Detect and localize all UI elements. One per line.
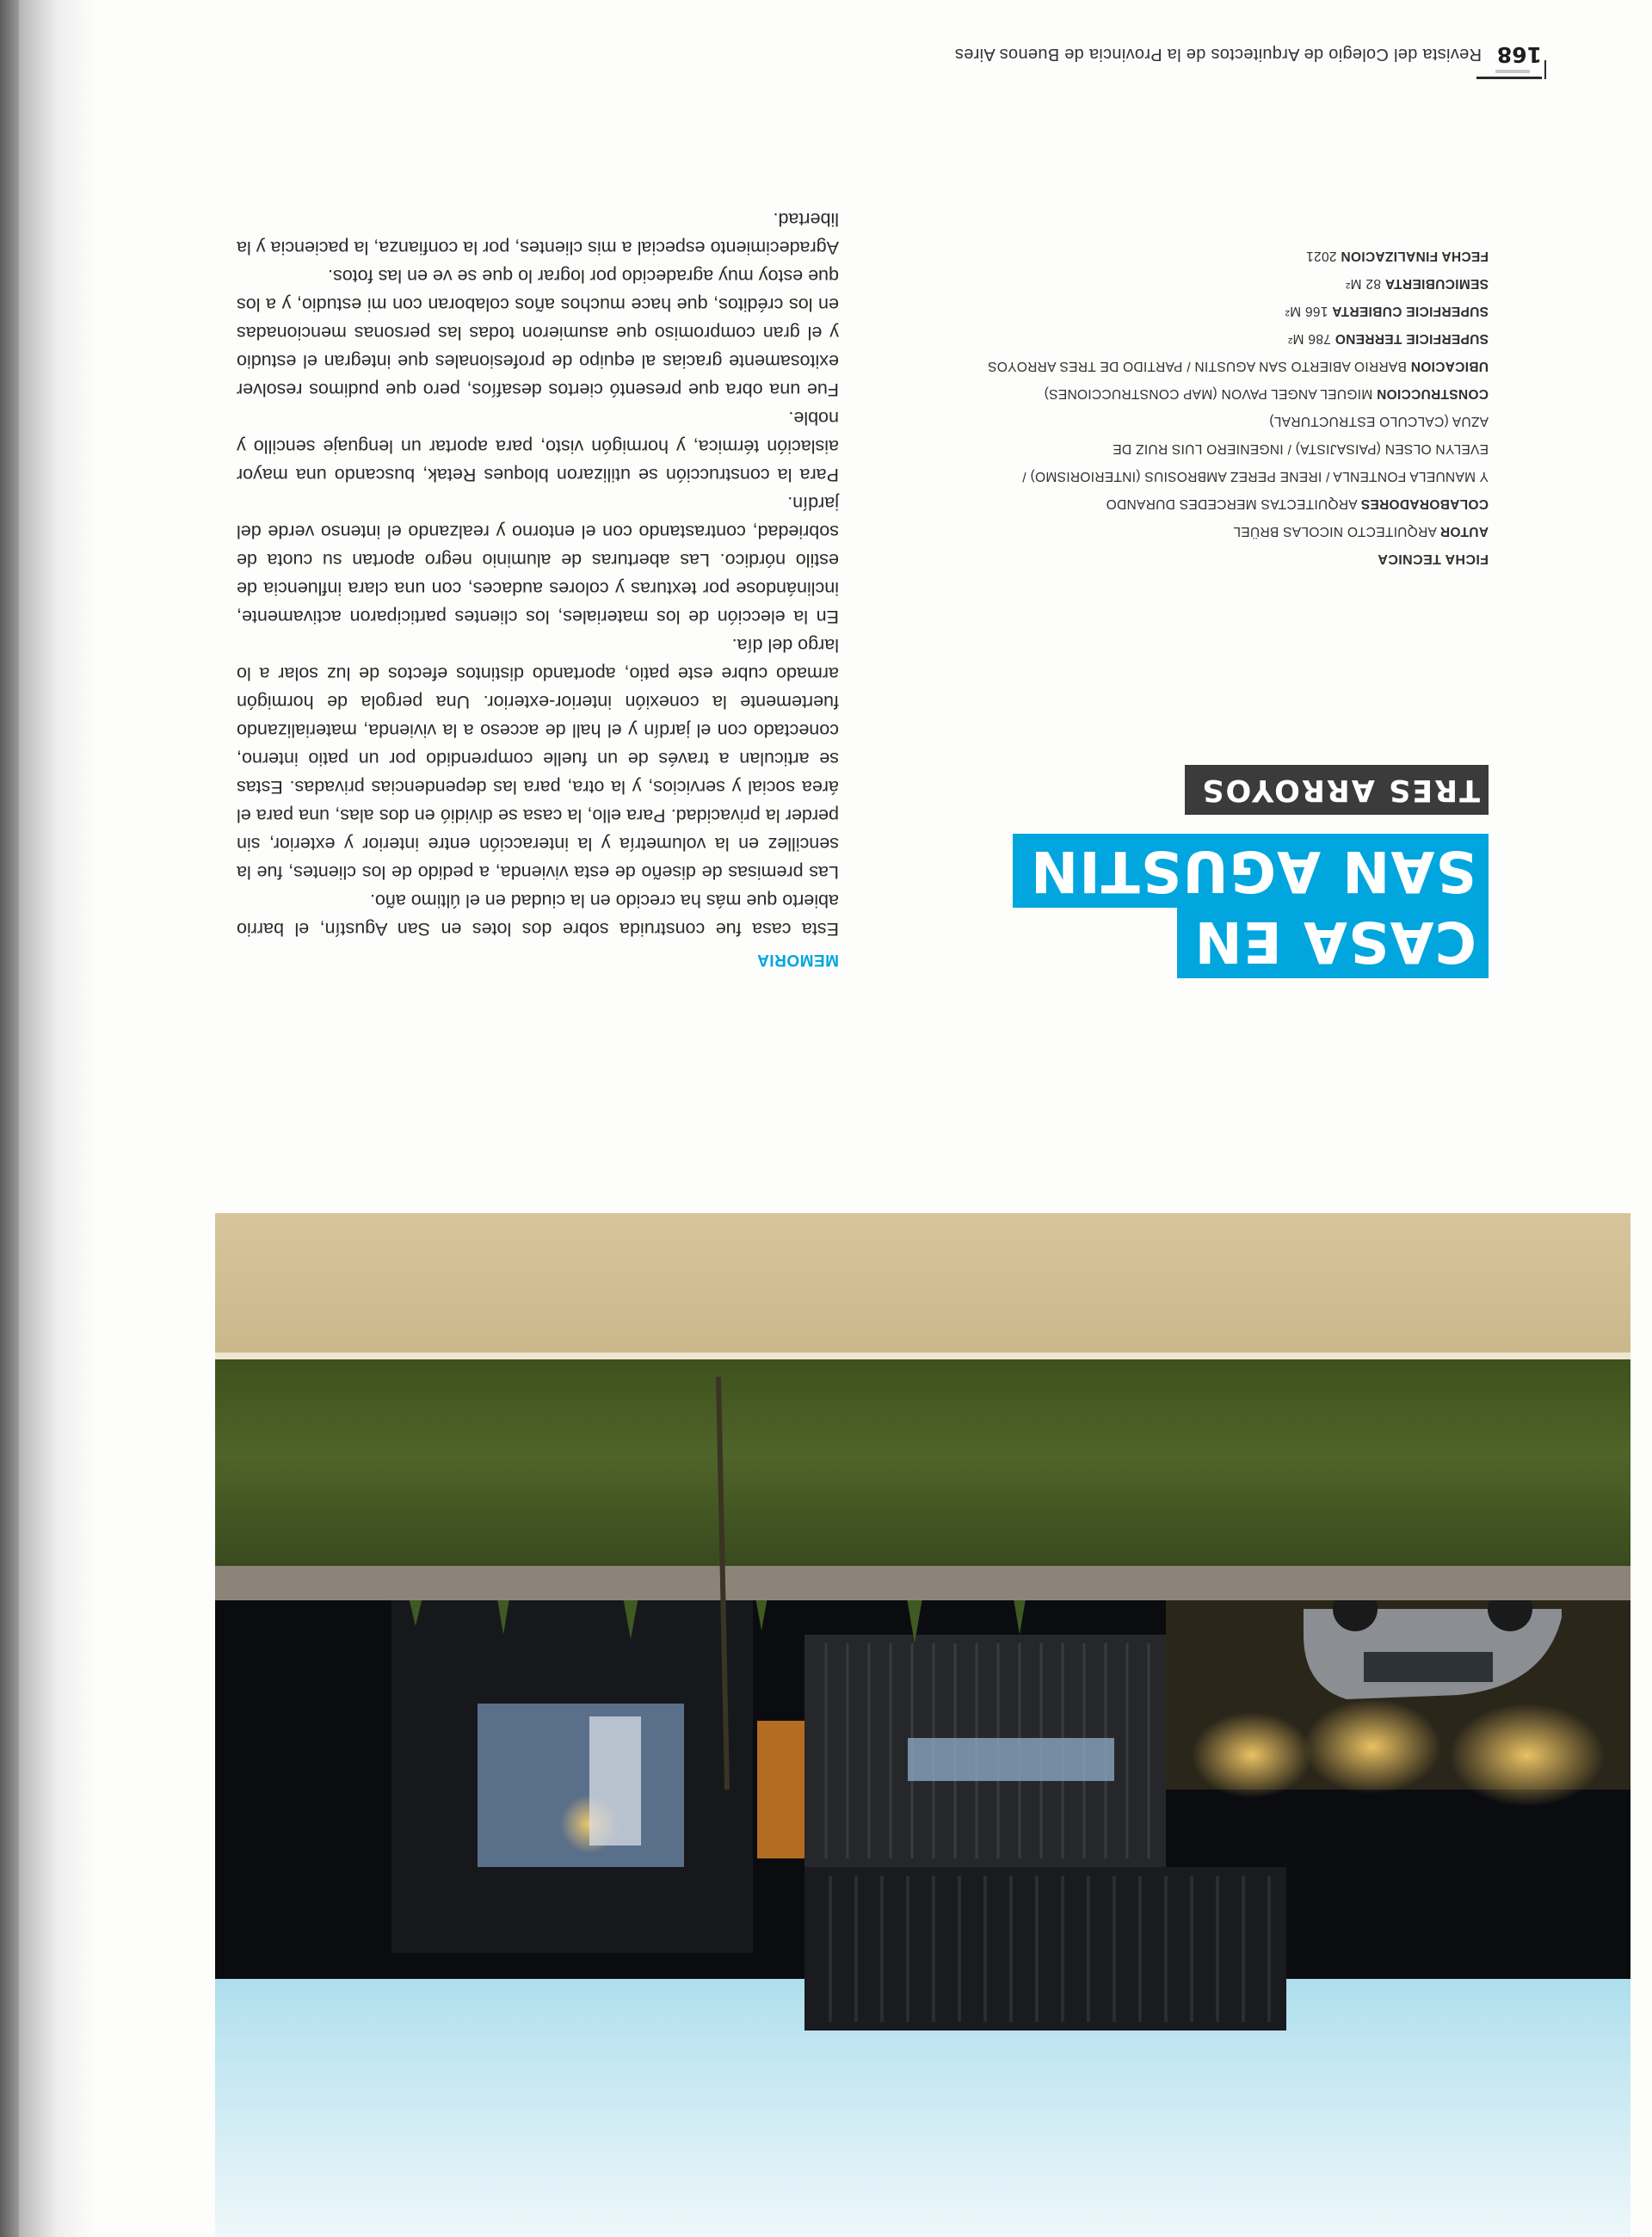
ficha-row: FECHA FINALIZACION 2021 bbox=[1305, 249, 1489, 263]
ficha-row: SUPERFICIE CUBIERTA 166 M² bbox=[1285, 304, 1489, 318]
ficha-heading: FICHA TECNICA bbox=[1377, 552, 1489, 566]
memoria-paragraph: Las premisas de diseño de esta vivienda, a pedido de los clientes, fue la sencillez en la volumetría y la interacción entre interior y exterior, sin perder la privacidad. Para ello, la casa se dividió en dos alas, una para el área social y servicios, y la otra, para las dependencias privadas. Estas se articulan a través de un fuelle comprendido por un patio interno, conectado con el jardín y el hall de acceso a la vivienda, materializando fuertemente la conexión interior-exterior. Una pergola de hormigón armado cubre este patio, aportando distintos efectos de luz solar a lo largo del día. bbox=[237, 635, 839, 883]
ficha-row: EVELYN OLSEN (PAISAJISTA) / INGENIERO LUIS RUIZ DE bbox=[1112, 441, 1489, 456]
ficha-row: SEMICUBIERTA 82 M² bbox=[1345, 276, 1489, 291]
ficha-row: COLABORADORES ARQUITECTAS MERCEDES DURANDO bbox=[1106, 496, 1489, 511]
ficha-row: AUTOR ARQUITECTO NICOLAS BRÜEL bbox=[1233, 524, 1489, 539]
publication-name: Revista del Colegio de Arquitectos de la Provincia de Buenos Aires bbox=[954, 45, 1482, 64]
ficha-row: CONSTRUCCION MIGUEL ANGEL PAVON (MAP CONSTRUCCIONES) bbox=[1044, 386, 1489, 401]
lawn bbox=[215, 1342, 1630, 1566]
memoria-paragraph: Agradecimiento especial a mis clientes, por la confianza, la paciencia y la libertad. bbox=[237, 209, 839, 258]
page-number: 168 bbox=[1496, 42, 1542, 67]
memoria-paragraph: En la elección de los materiales, los clientes participaron activamente, inclinándose por texturas y colores audaces, con una clara influencia de estilo nórdico. Las aberturas de aluminio negro aportan su cuota de sobriedad, contrastando con el entorno y realzando el intenso verde del jardín. bbox=[237, 493, 839, 627]
house-photo bbox=[215, 1213, 1630, 2237]
memoria-heading: MEMORIA bbox=[756, 951, 839, 969]
pool-deck bbox=[215, 1213, 1630, 1359]
ficha-row: AZUA (CALCULO ESTRUCTURAL) bbox=[1269, 414, 1489, 428]
memoria-paragraph: Fue una obra que presentó ciertos desafíos, pero que pudimos resolver exitosamente gracias al equipo de profesionales que integran el estudio y el gran compromiso que asumieron todas las personas mencionadas en los créditos, que hace muchos años colaboran con mi estudio, y a los que estoy muy agradecido por lograr lo que se ve en las fotos. bbox=[237, 266, 839, 400]
binding-edge bbox=[0, 0, 19, 2237]
title-line-2: SAN AGUSTIN bbox=[1013, 834, 1489, 908]
ficha-row: UBICACION BARRIO ABIERTO SAN AGUSTIN / PARTIDO DE TRES ARROYOS bbox=[987, 359, 1489, 373]
memoria-paragraph: Para la construcción se utilizaron bloques Retak, buscando una mayor aislación térmica, y hormigón visto, para aportar un lenguaje sencillo y noble. bbox=[237, 408, 839, 485]
title-line-1: CASA EN bbox=[1177, 904, 1489, 978]
memoria-section bbox=[237, 205, 839, 969]
ficha-row: Y MANUELA FONTENLA / IRENE PEREZ AMBROSIUS (INTERIORISMO) / bbox=[1022, 469, 1489, 484]
title-location: TRES ARROYOS bbox=[1185, 765, 1489, 815]
photo-illustration bbox=[215, 1213, 1630, 2237]
ficha-tecnica bbox=[938, 242, 1489, 572]
article-title bbox=[972, 765, 1489, 978]
ficha-row: SUPERFICIE TERRENO 786 M² bbox=[1287, 331, 1489, 346]
memoria-paragraph: Esta casa fue construida sobre dos lotes en San Agustín, el barrio abierto que más ha crecido en la ciudad en el último año. bbox=[237, 890, 839, 940]
running-header bbox=[767, 28, 1542, 79]
